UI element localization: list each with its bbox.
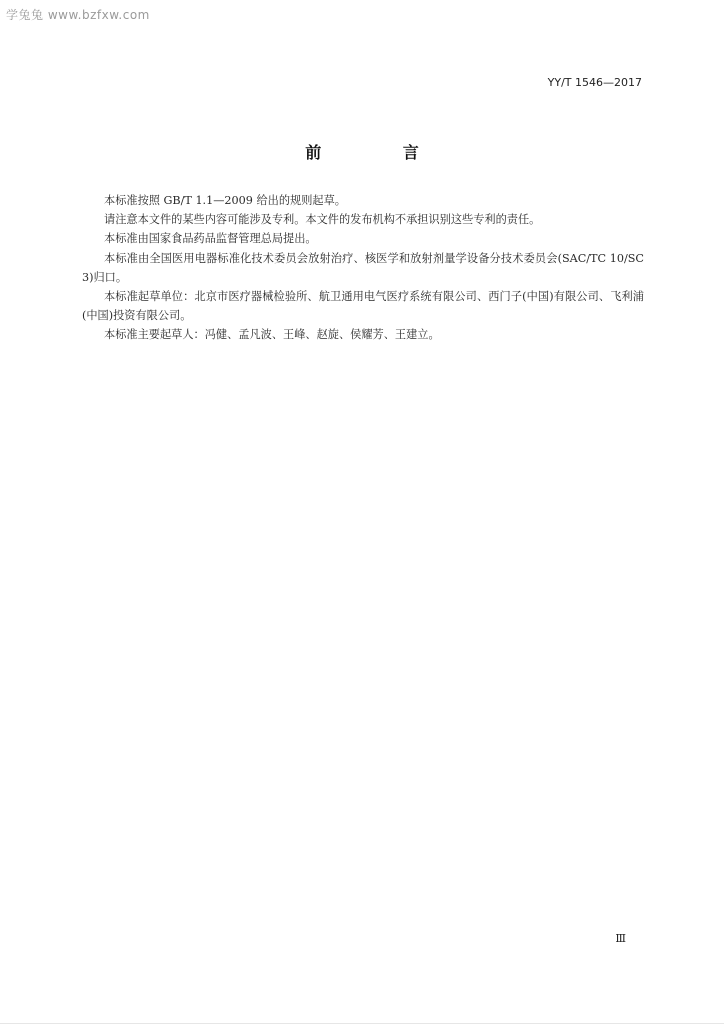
watermark-text: 学兔兔 www.bzfxw.com <box>6 8 150 22</box>
paragraph-patent-notice: 请注意本文件的某些内容可能涉及专利。本文件的发布机构不承担识别这些专利的责任。 <box>104 213 541 227</box>
standard-code: YY/T 1546—2017 <box>547 76 642 89</box>
paragraph-committee: 本标准由全国医用电器标准化技术委员会放射治疗、核医学和放射剂量学设备分技术委员会(SAC/TC 10/SC 3)归口。 <box>82 251 644 284</box>
page-title: 前 言 <box>305 143 457 162</box>
paragraph-drafting-rules: 本标准按照 GB/T 1.1—2009 给出的规则起草。 <box>104 194 346 207</box>
page-number: Ⅲ <box>615 932 626 945</box>
paragraph-proposer: 本标准由国家食品药品监督管理总局提出。 <box>104 232 317 246</box>
foreword-body <box>82 191 644 345</box>
paragraph-drafting-units: 本标准起草单位：北京市医疗器械检验所、航卫通用电气医疗系统有限公司、西门子(中国)有限公司、飞利浦(中国)投资有限公司。 <box>82 290 644 323</box>
paragraph-drafters: 本标准主要起草人：冯健、孟凡波、王峰、赵旋、侯耀芳、王建立。 <box>104 328 440 342</box>
